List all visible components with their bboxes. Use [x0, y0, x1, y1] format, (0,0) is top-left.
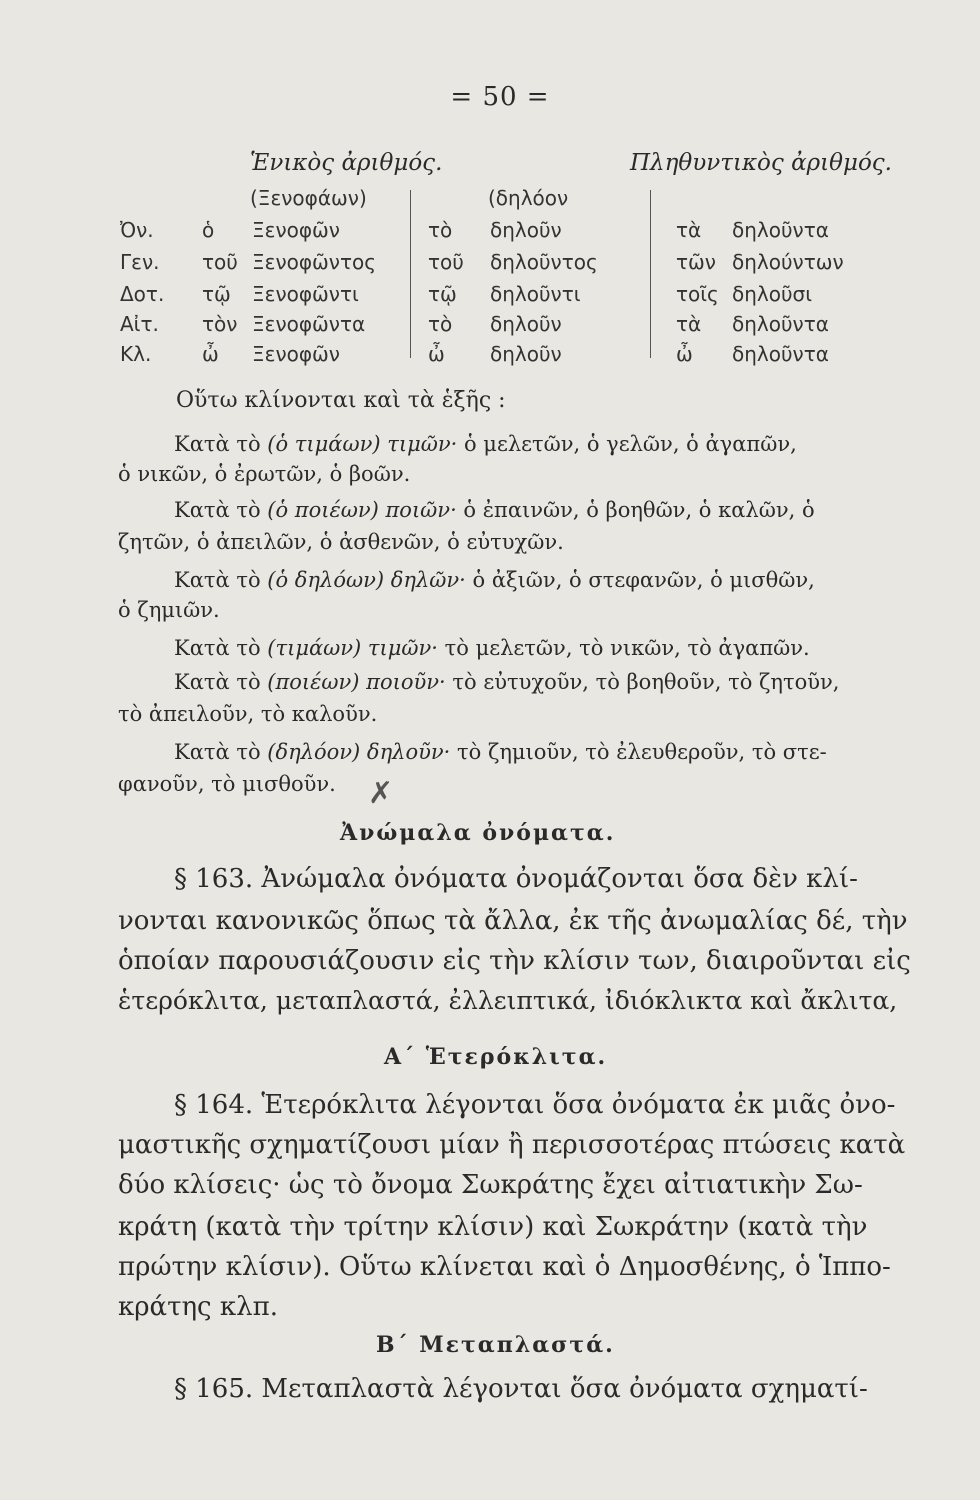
text-line: πρώτην κλίσιν). Οὕτω κλίνεται καὶ ὁ Δημοσθένης, ὁ Ἱππο-	[118, 1252, 891, 1282]
text-line: Κατὰ τὸ (ποιέων) ποιοῦν· τὸ εὐτυχοῦν, τὸ βοηθοῦν, τὸ ζητοῦν,	[174, 670, 840, 694]
section-heading: Β΄ Μεταπλαστά.	[376, 1332, 615, 1358]
text-line: § 165. Μεταπλαστὰ λέγονται ὅσα ὀνόματα σχηματί-	[174, 1374, 868, 1404]
document-page: = 50 = Ἑνικὸς ἀριθμός. Πληθυντικὸς ἀριθμός. (Ξενοφάων) (δηλόον Ὀν. ὁ Ξενοφῶν τὸ δηλοῦν τὰ δηλοῦντα Γεν. τοῦ Ξενοφῶντος τοῦ δηλοῦντος τῶν δηλούντων Δοτ. τῷ Ξενοφῶντι τῷ δηλοῦντι τοῖς δηλοῦσι Αἰτ. τὸν Ξενοφῶντα τὸ δηλοῦν τὰ δηλοῦντα Κλ. ὦ Ξενοφῶν ὦ δηλοῦν ὦ δηλοῦντα Οὕτω κλίνονται καὶ τὰ ἑξῆς : Κατὰ τὸ (ὁ τιμάων) τιμῶν· ὁ μελετῶν, ὁ γελῶν, ὁ ἀγαπῶν, ὁ νικῶν, ὁ ἐρωτῶν, ὁ βοῶν. Κατὰ τὸ (ὁ ποιέων) ποιῶν· ὁ ἐπαινῶν, ὁ βοηθῶν, ὁ καλῶν, ὁ ζητῶν, ὁ ἀπειλῶν, ὁ ἀσθενῶν, ὁ εὐτυχῶν. Κατὰ τὸ (ὁ δηλόων) δηλῶν· ὁ ἀξιῶν, ὁ στεφανῶν, ὁ μισθῶν, ὁ ζημιῶν. Κατὰ τὸ (τιμάων) τιμῶν· τὸ μελετῶν, τὸ νικῶν, τὸ ἀγαπῶν. Κατὰ τὸ (ποιέων) ποιοῦν· τὸ εὐτυχοῦν, τὸ βοηθοῦν, τὸ ζητοῦν, τὸ ἀπειλοῦν, τὸ καλοῦν. Κατὰ τὸ (δηλόον) δηλοῦν· τὸ ζημιοῦν, τὸ ἐλευθεροῦν, τὸ στε- φανοῦν, τὸ μισθοῦν. ✗ Ἀνώμαλα ὀνόματα. § 163. Ἀνώμαλα ὀνόματα ὀνομάζονται ὅσα δὲν κλί- νονται κανονικῶς ὅπως τὰ ἄλλα, ἐκ τῆς ἀνωμαλίας δέ, τὴν ὁποίαν παρουσιάζουσιν εἰς τὴν κλίσιν των, διαιροῦνται εἰς ἑτερόκλιτα, μεταπλαστά, ἐλλειπτικά, ἰδιόκλικτα καὶ ἄκλιτα, Α΄ Ἑτερόκλιτα. § 164. Ἑτερόκλιτα λέγονται ὅσα ὀνόματα ἐκ μιᾶς ὀνο- μαστικῆς σχηματίζουσι μίαν ἢ περισσοτέρας πτώσεις κατὰ δύο κλίσεις· ὡς τὸ ὄνομα Σωκράτης ἔχει αἰτιατικὴν Σω- κράτη (κατὰ τὴν τρίτην κλίσιν) καὶ Σωκράτην (κατὰ τὴν πρώτην κλίσιν). Οὕτω κλίνεται καὶ ὁ Δημοσθένης, ὁ Ἱππο- κράτης κλπ. Β΄ Μεταπλαστά. § 165. Μεταπλαστὰ λέγονται ὅσα ὀνόματα σχηματί-	[0, 0, 980, 1500]
text-line: κράτη (κατὰ τὴν τρίτην κλίσιν) καὶ Σωκράτην (κατὰ τὴν	[118, 1212, 868, 1242]
section-heading: Α΄ Ἑτερόκλιτα.	[384, 1044, 608, 1070]
section-heading: Ἀνώμαλα ὀνόματα.	[340, 820, 616, 846]
col1-head: (Ξενοφάων)	[250, 186, 367, 210]
text-line: Κατὰ τὸ (ὁ ποιέων) ποιῶν· ὁ ἐπαινῶν, ὁ βοηθῶν, ὁ καλῶν, ὁ	[174, 498, 815, 522]
header-plural: Πληθυντικὸς ἀριθμός.	[630, 150, 892, 176]
text-line: νονται κανονικῶς ὅπως τὰ ἄλλα, ἐκ τῆς ἀνωμαλίας δέ, τὴν	[118, 906, 908, 936]
text-line: Κατὰ τὸ (τιμάων) τιμῶν· τὸ μελετῶν, τὸ νικῶν, τὸ ἀγαπῶν.	[174, 636, 810, 660]
text-line: Οὕτω κλίνονται καὶ τὰ ἑξῆς :	[176, 388, 506, 413]
text-line: κράτης κλπ.	[118, 1292, 278, 1322]
text-line: § 163. Ἀνώμαλα ὀνόματα ὀνομάζονται ὅσα δὲν κλί-	[174, 864, 858, 894]
page-number: = 50 =	[450, 82, 550, 112]
header-singular: Ἑνικὸς ἀριθμός.	[250, 150, 443, 176]
column-divider	[410, 190, 411, 358]
text-line: μαστικῆς σχηματίζουσι μίαν ἢ περισσοτέρας πτώσεις κατὰ	[118, 1130, 906, 1160]
text-line: ἑτερόκλιτα, μεταπλαστά, ἐλλειπτικά, ἰδιόκλικτα καὶ ἄκλιτα,	[118, 986, 898, 1015]
text-line: τὸ ἀπειλοῦν, τὸ καλοῦν.	[118, 702, 378, 726]
text-line: ζητῶν, ὁ ἀπειλῶν, ὁ ἀσθενῶν, ὁ εὐτυχῶν.	[118, 530, 564, 554]
text-line: ὁ ζημιῶν.	[118, 598, 220, 622]
text-line: ὁ νικῶν, ὁ ἐρωτῶν, ὁ βοῶν.	[118, 462, 411, 486]
text-line: Κατὰ τὸ (ὁ δηλόων) δηλῶν· ὁ ἀξιῶν, ὁ στεφανῶν, ὁ μισθῶν,	[174, 568, 815, 592]
text-line: ὁποίαν παρουσιάζουσιν εἰς τὴν κλίσιν των, διαιροῦνται εἰς	[118, 946, 911, 976]
text-line: Κατὰ τὸ (ὁ τιμάων) τιμῶν· ὁ μελετῶν, ὁ γελῶν, ὁ ἀγαπῶν,	[174, 432, 797, 456]
text-line: Κατὰ τὸ (δηλόον) δηλοῦν· τὸ ζημιοῦν, τὸ ἐλευθεροῦν, τὸ στε-	[174, 740, 827, 764]
text-line: φανοῦν, τὸ μισθοῦν.	[118, 772, 336, 796]
col2-head: (δηλόον	[488, 186, 569, 210]
column-divider	[650, 190, 651, 358]
text-line: § 164. Ἑτερόκλιτα λέγονται ὅσα ὀνόματα ἐκ μιᾶς ὀνο-	[174, 1090, 896, 1120]
pencil-mark: ✗	[368, 776, 394, 811]
text-line: δύο κλίσεις· ὡς τὸ ὄνομα Σωκράτης ἔχει αἰτιατικὴν Σω-	[118, 1170, 863, 1200]
